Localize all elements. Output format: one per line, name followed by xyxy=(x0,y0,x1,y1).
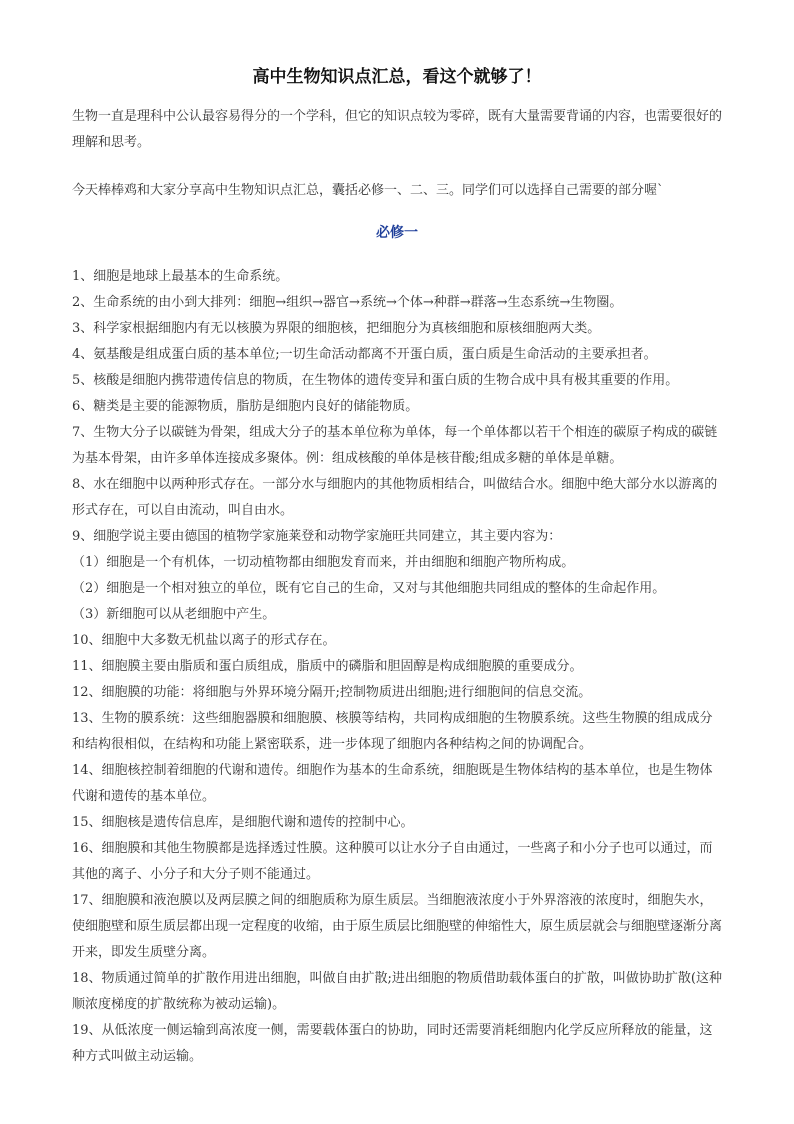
list-item-10: 10、细胞中大多数无机盐以离子的形式存在。 xyxy=(72,633,336,648)
document-page xyxy=(72,64,722,1070)
list-item-7: 7、生物大分子以碳链为骨架，组成大分子的基本单位称为单体，每一个单体都以若干个相连的碳原子构成的碳链为基本骨架，由许多单体连接成多聚体。例：组成核酸的单体是核苷酸;组成多糖的单体是单糖。 xyxy=(72,425,718,466)
section-heading: 必修一 xyxy=(376,225,418,241)
knowledge-list xyxy=(72,264,722,1070)
list-item-19: 19、从低浓度一侧运输到高浓度一侧，需要载体蛋白的协助，同时还需要消耗细胞内化学反应所释放的能量，这种方式叫做主动运输。 xyxy=(72,1023,713,1064)
list-item-14: 14、细胞核控制着细胞的代谢和遗传。细胞作为基本的生命系统，细胞既是生物体结构的基本单位，也是生物体代谢和遗传的基本单位。 xyxy=(72,763,713,804)
list-item-4: 4、氨基酸是组成蛋白质的基本单位;一切生命活动都离不开蛋白质，蛋白质是生命活动的主要承担者。 xyxy=(72,347,657,362)
list-item-9-1: （1）细胞是一个有机体，一切动植物都由细胞发育而来，并由细胞和细胞产物所构成。 xyxy=(72,555,575,570)
list-item-9-2: （2）细胞是一个相对独立的单位，既有它自己的生命，又对与其他细胞共同组成的整体的生命起作用。 xyxy=(72,581,666,596)
list-item-5: 5、核酸是细胞内携带遗传信息的物质，在生物体的遗传变异和蛋白质的生物合成中具有极其重要的作用。 xyxy=(72,373,679,388)
list-item-9: 9、细胞学说主要由德国的植物学家施莱登和动物学家施旺共同建立，其主要内容为： xyxy=(72,529,562,544)
intro-paragraph-2: 今天棒棒鸡和大家分享高中生物知识点汇总，囊括必修一、二、三。同学们可以选择自己需要的部分喔` xyxy=(72,183,664,198)
list-item-6: 6、糖类是主要的能源物质，脂肪是细胞内良好的储能物质。 xyxy=(72,399,419,414)
list-item-18: 18、物质通过简单的扩散作用进出细胞，叫做自由扩散;进出细胞的物质借助载体蛋白的扩散，叫做协助扩散(这种顺浓度梯度的扩散统称为被动运输)。 xyxy=(72,971,722,1012)
list-item-17: 17、细胞膜和液泡膜以及两层膜之间的细胞质称为原生质层。当细胞液浓度小于外界溶液的浓度时，细胞失水，使细胞壁和原生质层都出现一定程度的收缩，由于原生质层比细胞壁的伸缩性大，原生质层就会与细胞壁逐渐分离开来，即发生质壁分离。 xyxy=(72,893,723,960)
list-item-9-3: （3）新细胞可以从老细胞中产生。 xyxy=(72,607,276,622)
list-item-16: 16、细胞膜和其他生物膜都是选择透过性膜。这种膜可以让水分子自由通过，一些离子和小分子也可以通过，而其他的离子、小分子和大分子则不能通过。 xyxy=(72,841,713,882)
list-item-2: 2、生命系统的由小到大排列：细胞→组织→器官→系统→个体→种群→群落→生态系统→生物圈。 xyxy=(72,295,623,310)
list-item-11: 11、细胞膜主要由脂质和蛋白质组成，脂质中的磷脂和胆固醇是构成细胞膜的重要成分。 xyxy=(72,659,583,674)
page-title: 高中生物知识点汇总，看这个就够了！ xyxy=(252,67,542,87)
list-item-1: 1、细胞是地球上最基本的生命系统。 xyxy=(72,269,289,284)
list-item-13: 13、生物的膜系统：这些细胞器膜和细胞膜、核膜等结构，共同构成细胞的生物膜系统。这些生物膜的组成成分和结构很相似，在结构和功能上紧密联系，进一步体现了细胞内各种结构之间的协调配合。 xyxy=(72,711,713,752)
intro-paragraph-1: 生物一直是理科中公认最容易得分的一个学科，但它的知识点较为零碎，既有大量需要背诵的内容，也需要很好的理解和思考。 xyxy=(72,109,723,150)
list-item-3: 3、科学家根据细胞内有无以核膜为界限的细胞核，把细胞分为真核细胞和原核细胞两大类。 xyxy=(72,321,601,336)
list-item-12: 12、细胞膜的功能：将细胞与外界环境分隔开;控制物质进出细胞;进行细胞间的信息交流。 xyxy=(72,685,592,700)
list-item-15: 15、细胞核是遗传信息库，是细胞代谢和遗传的控制中心。 xyxy=(72,815,414,830)
list-item-8: 8、水在细胞中以两种形式存在。一部分水与细胞内的其他物质相结合，叫做结合水。细胞中绝大部分水以游离的形式存在，可以自由流动，叫自由水。 xyxy=(72,477,718,518)
